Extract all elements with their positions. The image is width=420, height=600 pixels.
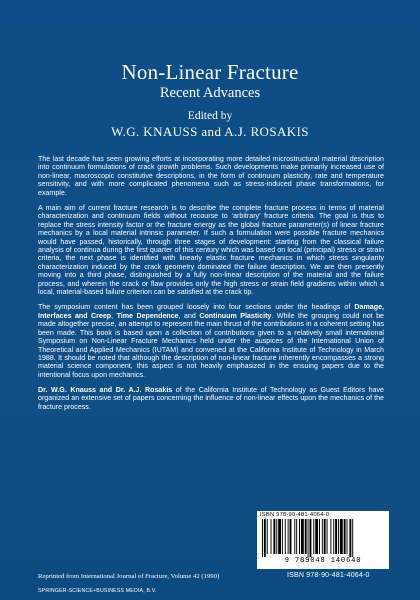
barcode-bar [294, 519, 295, 554]
paragraph-3-separator: , [111, 311, 117, 320]
barcode [257, 511, 389, 569]
barcode-bar [264, 519, 266, 557]
barcode-bars [262, 519, 384, 557]
barcode-bar [327, 519, 328, 554]
barcode-bar [285, 519, 286, 554]
barcode-bar [310, 519, 312, 557]
barcode-bar [313, 519, 314, 554]
barcode-bar [338, 519, 339, 554]
title-block [0, 60, 420, 140]
barcode-bar [324, 519, 326, 554]
barcode-bar [333, 519, 334, 554]
barcode-bar [262, 519, 263, 557]
barcode-digits: 9 789048 140640 [284, 557, 362, 565]
barcode-bar [344, 519, 346, 554]
section-heading-time: Time Dependence [116, 311, 179, 320]
barcode-bar [273, 519, 275, 554]
barcode-bar [288, 519, 289, 554]
book-subtitle: Recent Advances [159, 85, 261, 101]
section-heading-damage: Damage, Interfaces and Creep [38, 303, 384, 320]
barcode-bar [330, 519, 331, 554]
barcode-bar [276, 519, 277, 554]
publisher-name: SPRINGER-SCIENCE+BUSINESS MEDIA, B.V. [38, 588, 157, 594]
barcode-bar [301, 519, 304, 554]
book-title: Non-Linear Fracture [121, 60, 299, 84]
barcode-bar [305, 519, 307, 554]
section-heading-plasticity: Continuum Plasticity [199, 311, 272, 320]
barcode-bar [335, 519, 337, 554]
guest-editors-names: Dr. W.G. Knauss and Dr. A.J. Rosakis [38, 385, 173, 394]
paragraph-3-separator: , and [178, 311, 200, 320]
barcode-isbn-label: ISBN 978-90-481-4064-0 [260, 512, 330, 518]
barcode-bar [347, 519, 348, 554]
barcode-bar [308, 519, 309, 557]
editors-names: W.G. KNAUSS and A.J. ROSAKIS [111, 124, 309, 139]
barcode-bar [282, 519, 283, 554]
blurb-paragraph-4 [38, 386, 384, 411]
blurb-paragraph-1: The last decade has seen growing efforts at incorporating more detailed microstructural material description into continuum formulations of crack growth problems. Such developments make primarily increased use of non-linear, macroscopic constitutive descriptions, in the form of continuum plasticity, rate and temperature sensitivity, and with more complicated phenomena such as stress-induced phase transformations, for example. [38, 155, 384, 197]
barcode-bar [340, 519, 343, 554]
barcode-bar [290, 519, 292, 554]
paragraph-3-body: . While the grouping could not be made altogether precise, an attempt to represent the main thrust of the contributions in a coherent setting has been made. This book is based upon a collection of contributions given to a relatively small international Symposium on Non-Linear Fracture Mechanics held under the auspices of the International Union of Theoretical and Applied Mechanics (IUTAM) and convened at the California Institute of Technology in March 1988. It should be noted that although the description of non-linear fracture inherently encompasses a strong material science component, this aspect is not heavily emphasized in the ensuing papers due to the intentional focus upon mechanics. [38, 311, 384, 379]
barcode-bar [315, 519, 318, 554]
barcode-bar [299, 519, 300, 554]
isbn-number: ISBN 978-90-481-4064-0 [287, 572, 370, 579]
barcode-bar [352, 519, 353, 557]
barcode-bar [271, 519, 272, 554]
barcode-bar [319, 519, 320, 554]
reprint-note: Reprinted from International Journal of Fracture, Volume 42 (1990) [38, 573, 220, 580]
edited-by-label: Edited by [187, 110, 233, 122]
blurb-text [38, 155, 384, 418]
blurb-paragraph-2: A main aim of current fracture research is to describe the complete fracture process in terms of material characterization and continuum fields without recourse to ‘arbitrary’ fracture criteria. The goal is thus to replace the stress intensity factor or the fracture energy as the global fracture parameter(s) of linear fracture mechanics by a local material intrinsic parameter. If such a formulation were possible fracture mechanics would have passed, historically, through three stages of development: starting from the classical failure analysis of continua during the first quarter of this century which was based on local (principal) stress or strain criteria, the next phase is identified with linearly elastic fracture mechanics in which stress singularity characterization induced by the crack geometry dominated the failure description. We are then presently moving into a third phase, distinguished by a fully non-linear description of the material and the failure process, and wherein the crack or flaw provides only the high stress or strain field gradients within which a local, material-based failure criterion can be satisfied at the crack tip. [38, 203, 384, 297]
barcode-bar [267, 519, 268, 554]
barcode-bar [296, 519, 297, 554]
barcode-bar [349, 519, 351, 557]
paragraph-4-body: of the California Institute of Technology as Guest Editors have organized an extensive set of papers concerning the influence of non-linear effects upon the mechanics of the fracture process. [38, 385, 384, 411]
paragraph-3-intro: The symposium content has been grouped loosely into four sections under the headings of [38, 303, 355, 312]
blurb-paragraph-3 [38, 303, 384, 379]
barcode-bar [278, 519, 281, 554]
barcode-bar [322, 519, 323, 554]
